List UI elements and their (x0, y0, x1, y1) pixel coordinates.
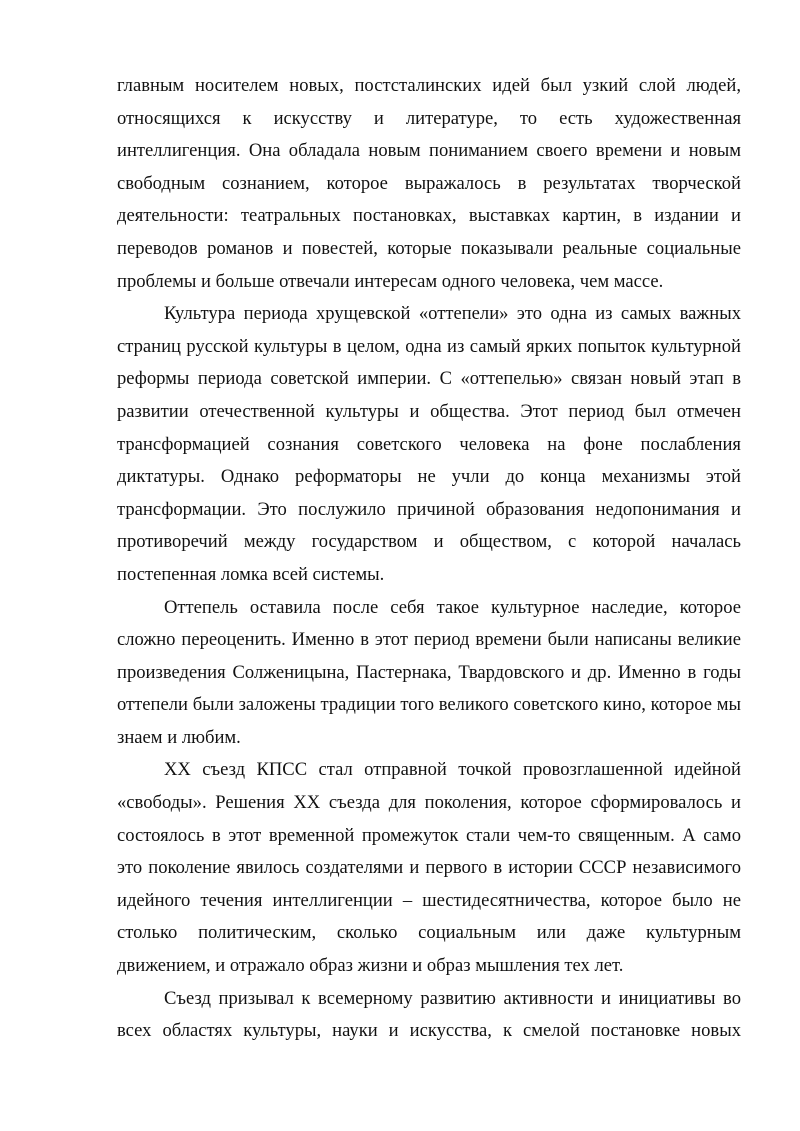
paragraph-3: Оттепель оставила после себя такое культурное наследие, которое сложно переоценить. Именно в этот период времени были написаны великие произведения Солженицына, Пастернака, Твардовского и др. Именно в годы оттепели были заложены традиции того великого советского кино, которое мы знаем и любим. (117, 596, 741, 748)
paragraph-1: главным носителем новых, постсталинских идей был узкий слой людей, относящихся к искусству и литературе, то есть художественная интеллигенция. Она обладала новым пониманием своего времени и новым свободным сознанием, которое выражалось в результатах творческой деятельности: театральных постановках, выставках картин, в издании и переводов романов и повестей, которые показывали реальные социальные проблемы и больше отвечали интересам одного человека, чем массе. (117, 75, 741, 292)
paragraph-5: Съезд призывал к всемерному развитию активности и инициативы во всех областях культуры, науки и искусства, к смелой постановке новых (117, 987, 741, 1042)
document-body (117, 70, 741, 1048)
paragraph-2: Культура периода хрущевской «оттепели» это одна из самых важных страниц русской культуры в целом, одна из самый ярких попыток культурной реформы периода советской империи. С «оттепелью» связан новый этап в развитии отечественной культуры и общества. Этот период был отмечен трансформацией сознания советского человека на фоне послабления диктатуры. Однако реформаторы не учли до конца механизмы этой трансформации. Это послужило причиной образования недопонимания и противоречий между государством и обществом, с которой началась постепенная ломка всей системы. (117, 303, 741, 585)
paragraph-4: XX съезд КПСС стал отправной точкой провозглашенной идейной «свободы». Решения XX съезда для поколения, которое сформировалось и состоялось в этот временной промежуток стали чем-то священным. А само это поколение явилось создателями и первого в истории СССР независимого идейного течения интеллигенции – шестидесятничества, которое было не столько политическим, сколько социальным или даже культурным движением, и отражало образ жизни и образ мышления тех лет. (117, 759, 741, 977)
